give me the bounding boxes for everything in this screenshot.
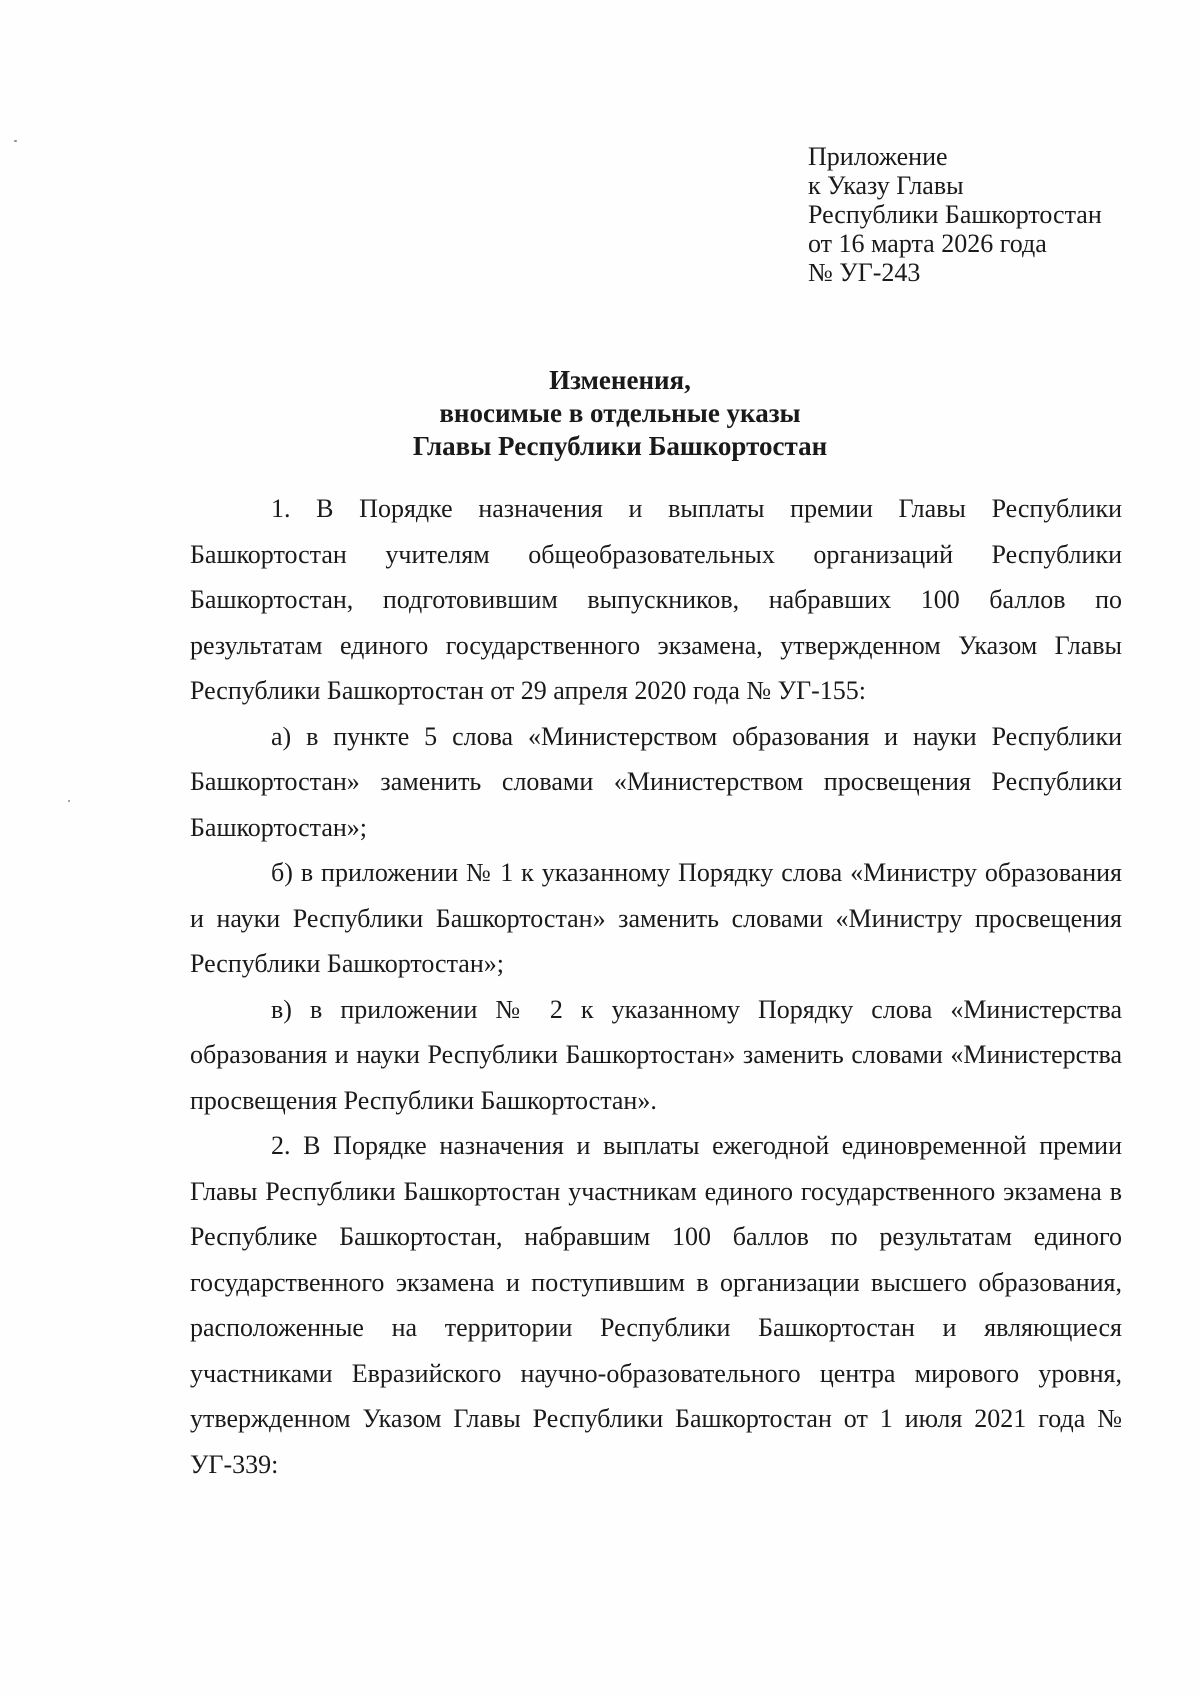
attachment-line: № УГ-243 — [808, 258, 921, 287]
title-line: Изменения, — [549, 365, 691, 395]
title-line: Главы Республики Башкортостан — [412, 431, 828, 461]
paragraph-item-1v: в) в приложении № 2 к указанному Порядку слова «Министерства образования и науки Республики Башкортостан» заменить словами «Министерства просвещения Республики Башкортостан». — [190, 994, 1122, 1115]
attachment-line: Приложение — [808, 142, 948, 171]
attachment-line: от 16 марта 2026 года — [808, 229, 1047, 258]
attachment-line: Республики Башкортостан — [808, 200, 1102, 229]
document-title — [190, 364, 1050, 463]
document-body — [190, 486, 1122, 1487]
attachment-line: к Указу Главы — [808, 171, 964, 200]
scan-speck — [14, 140, 17, 142]
paragraph-item-1b: б) в приложении № 1 к указанному Порядку слова «Министру образования и науки Республики Башкортостан» заменить словами «Министру просвещения Республики Башкортостан»; — [190, 858, 1122, 978]
paragraph-item-2: 2. В Порядке назначения и выплаты ежегодной единовременной премии Главы Республики Башкортостан участникам единого государственного экзамена в Республике Башкортостан, набравшим 100 баллов по результатам единого государственного экзамена и поступившим в организации высшего образования, расположенные на территории Республики Башкортостан и являющиеся участниками Евразийского научно-образовательного центра мирового уровня, утвержденном Указом Главы Республики Башкортостан от 1 июля 2021 года № УГ-339: — [190, 1131, 1122, 1479]
scan-speck — [68, 800, 70, 802]
paragraph-item-1a: а) в пункте 5 слова «Министерством образования и науки Республики Башкортостан» заменить словами «Министерством просвещения Республики Башкортостан»; — [190, 721, 1122, 842]
paragraph-item-1: 1. В Порядке назначения и выплаты премии Главы Республики Башкортостан учителям общеобразовательных организаций Республики Башкортостан, подготовившим выпускников, набравших 100 баллов по результатам единого государственного экзамена, утвержденном Указом Главы Республики Башкортостан от 29 апреля 2020 года № УГ-155: — [190, 494, 1122, 705]
attachment-block — [808, 142, 1188, 287]
title-line: вносимые в отдельные указы — [439, 398, 801, 428]
